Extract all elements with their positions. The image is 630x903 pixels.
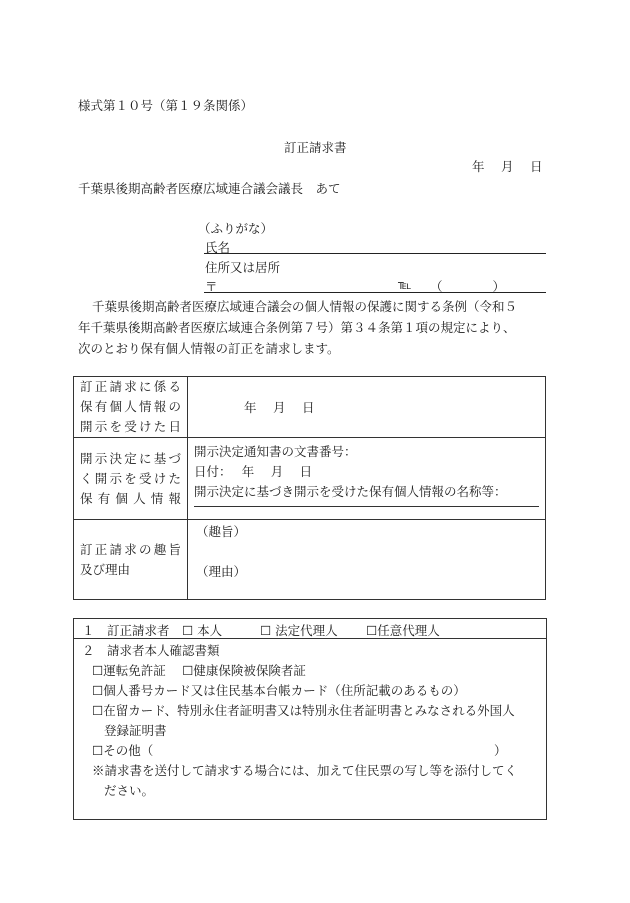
other-close-paren: ）: [494, 743, 507, 758]
request-paragraph: [78, 296, 548, 359]
label-line: 訂正請求の趣旨: [80, 541, 181, 557]
purpose-reason-label: [74, 540, 187, 580]
option-voluntary-rep-checkbox[interactable]: ☐任意代理人: [366, 623, 440, 638]
info-name-underline: [194, 506, 539, 507]
disclosed-info-field[interactable]: [188, 438, 546, 520]
option-legal-rep-checkbox[interactable]: ☐ 法定代理人: [260, 623, 338, 638]
other-checkbox[interactable]: ☐その他（: [92, 743, 154, 758]
page-title: 訂正請求書: [284, 140, 347, 155]
label-line: 開示を受けた日: [80, 419, 181, 434]
document-number-label: 開示決定通知書の文書番号：: [194, 444, 357, 459]
address-label: 住所又は居所: [205, 260, 281, 275]
residence-card-checkbox[interactable]: ☐在留カード、特別永住者証明書又は特別永住者証明書とみなされる外国人: [92, 703, 515, 718]
paragraph-line: 年千葉県後期高齢者医療広域連合条例第７号）第３４条第１項の規定により、: [78, 320, 516, 335]
label-line: 保有個人情報の: [80, 399, 181, 414]
paragraph-line: 次のとおり保有個人情報の訂正を請求します。: [78, 341, 340, 356]
info-name-label: 開示決定に基づき開示を受けた保有個人情報の名称等：: [194, 484, 507, 499]
label-line: 及び理由: [80, 561, 131, 577]
mail-note: ※請求書を送付して請求する場合には、加えて住民票の写し等を添付してく: [92, 763, 518, 778]
tel-paren: （ ）: [430, 279, 506, 294]
requester-label: １ 訂正請求者: [82, 623, 170, 638]
correction-request-table: [73, 376, 546, 600]
disclosure-date-value: 年 月 日: [244, 400, 315, 415]
form-number: 様式第１０号（第１９条関係）: [78, 98, 254, 113]
furigana-label: （ふりがな）: [198, 221, 274, 236]
decision-date-label: 日付： 年 月 日: [194, 464, 313, 479]
disclosed-info-label-cell: [74, 438, 188, 520]
purpose-reason-field[interactable]: [188, 520, 546, 600]
label-line: 保有個人情報: [80, 490, 181, 506]
requester-box: [73, 618, 547, 820]
addressee: 千葉県後期高齢者医療広域連合議会議長 あて: [78, 181, 341, 196]
name-field[interactable]: [204, 236, 546, 254]
name-label: 氏名: [205, 240, 231, 255]
mynumber-card-checkbox[interactable]: ☐個人番号カード又は住民基本台帳カード（住所記載のあるもの）: [92, 683, 466, 698]
label-line: く開示を受けた: [80, 470, 181, 486]
purpose-reason-content: [188, 520, 545, 584]
purpose-reason-label-cell: [74, 520, 188, 600]
id-documents-label: ２ 請求者本人確認書類: [82, 643, 220, 658]
disclosed-info-content: [188, 438, 545, 506]
option-self-checkbox[interactable]: ☐ 本人: [182, 623, 223, 638]
disclosure-date-label: [74, 377, 187, 437]
disclosure-date-field[interactable]: [188, 377, 546, 438]
label-line: 訂正請求に係る: [80, 379, 181, 394]
date-line[interactable]: 年 月 日: [472, 159, 543, 174]
label-line: 開示決定に基づ: [80, 450, 181, 466]
paragraph-line: 千葉県後期高齢者医療広域連合議会の個人情報の保護に関する条例（令和５: [92, 299, 518, 314]
postal-mark: 〒: [205, 279, 218, 294]
address-field[interactable]: [204, 275, 546, 293]
mail-note-continuation: ださい。: [104, 783, 155, 798]
disclosed-info-label: [74, 449, 187, 509]
license-insurance-checkboxes[interactable]: ☐運転免許証 ☐健康保険被保険者証: [92, 663, 306, 678]
disclosure-date-label-cell: [74, 377, 188, 438]
reason-label: （理由）: [196, 564, 247, 579]
tel-label: ℡: [398, 277, 412, 292]
purpose-label: （趣旨）: [196, 524, 247, 539]
residence-card-continuation: 登録証明書: [104, 723, 167, 738]
